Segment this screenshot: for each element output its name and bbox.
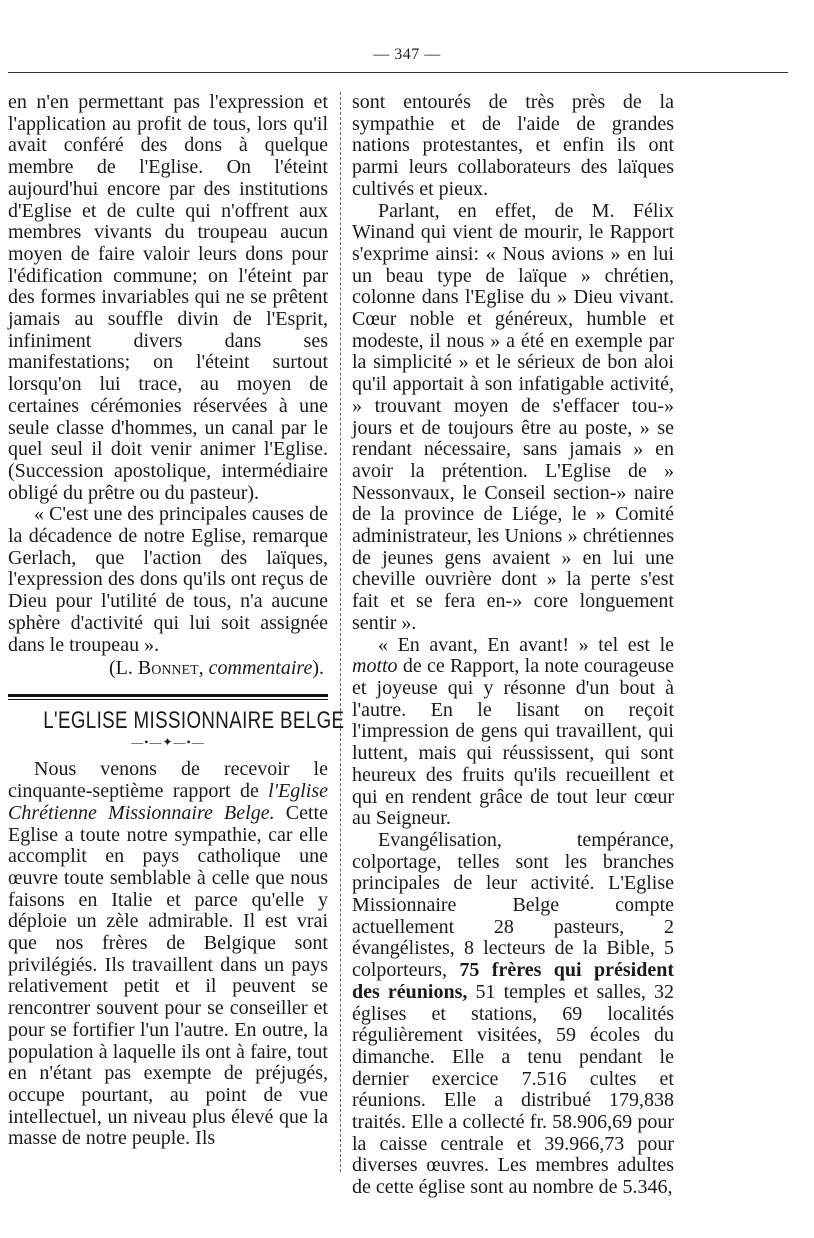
left-paragraph-3: [8, 759, 328, 1150]
header-rule: [8, 72, 788, 73]
right-paragraph-4: [352, 830, 674, 1199]
p4-rest: 51 temples et salles, 32 églises et stations, 69 localités régulièrement visitées, 59 écoles du dimanche. Elle a tenu pendant le dernier exercice 7.516 cultes et réunions. Elle a distribué 179,838 traités. Elle a collecté fr. 58.906,69 pour la caisse centrale et 39.966,73 pour diverses œuvres. Les membres adultes de cette église sont au nombre de 5.346,: [352, 980, 674, 1199]
p3-right-lead: « En avant, En avant! » tel est le: [378, 633, 674, 656]
left-paragraph-1: en n'en permettant pas l'expression et l'application au profit de tous, lors qu'il avait conféré des dons à quelque membre de l'Eglise. On l'éteint aujourd'hui encore par des institutions d'Eglise et de culte qui n'offrent aux membres vivants du troupeau aucun moyen de faire valoir leurs dons pour l'édification commune; on l'éteint par des formes invariables qui ne se prêtent jamais au souffle divin de l'Esprit, infiniment divers dans ses manifestations; on l'éteint surtout lorsqu'on lui trace, au moyen de certaines cérémonies réservées à une seule classe d'hommes, un canal par le quel seul il doit venir animer l'Eglise. (Succession apostolique, intermédiaire obligé du prêtre ou du pasteur).: [8, 91, 328, 504]
attribution-author: Bonnet: [137, 657, 199, 680]
right-column: [352, 92, 674, 1199]
attribution-work: commentaire: [208, 657, 313, 680]
page-number: — 347 —: [373, 46, 441, 63]
heading-ornament: —•—✦—•—: [131, 734, 205, 749]
p3-lead: Nous venons de recevoir le cinquante-septième rapport de: [8, 758, 328, 803]
section-heading: L'EGLISE MISSIONNAIRE BELGE: [43, 706, 345, 734]
right-paragraph-1: sont entourés de très près de la sympathie et de l'aide de grandes nations protestantes, et enfin ils ont parmi leurs collaborateurs des laïques cultivés et pieux.: [352, 91, 674, 200]
left-paragraph-2: « C'est une des principales causes de la décadence de notre Eglise, remarque Gerlach, que l'action des laïques, l'expression des dons qu'ils ont reçus de Dieu pour l'utilité de tous, n'a aucune sphère d'activité qui lui soit assignée dans le troupeau ».: [8, 503, 328, 656]
attribution-open: (L.: [108, 657, 138, 680]
motto-word: motto: [352, 655, 398, 678]
p3-rest: Cette Eglise a toute notre sympathie, car elle accomplit en pays catholique une œuvre toute semblable à celle que nous faisons en Italie et parce qu'elle y déploie un zèle admirable. Il est vrai que nos frères de Belgique sont privilégiés. Ils travaillent dans un pays relativement petit et il peuvent se rencontrer souvent pour se conseiller et pour se fortifier l'un l'autre. En outre, la population à laquelle ils ont à faire, tout en n'étant pas exempte de préjugés, occupe pourtant, au point de vue intellectuel, un niveau plus élevé que la masse de notre peuple. Ils: [8, 801, 328, 1150]
section-rule-thin: [8, 699, 328, 700]
section-rule-thick: [8, 694, 328, 697]
attribution-separator: ,: [198, 657, 209, 680]
report-title: l'Eglise Chrétienne Missionnaire Belge.: [8, 780, 328, 824]
attribution-close: ).: [312, 657, 324, 680]
left-column: [8, 91, 345, 1150]
p4-bold: 75 frères qui président des réunions,: [352, 959, 674, 1003]
p3-right-rest: de ce Rapport, la note courageuse et joyeuse qui y résonne d'un bout à l'autre. En le lisant on reçoit l'impression de gens qui travaillent, qui luttent, mais qui réussissent, qui sont heureux des fruits qu'ils recueillent et qui en rendent grâce de tout leur cœur au Seigneur.: [352, 655, 674, 830]
attribution: [8, 658, 328, 680]
right-paragraph-3: [352, 635, 674, 830]
right-paragraph-2: Parlant, en effet, de M. Félix Winand qui vient de mourir, le Rapport s'exprime ainsi: « Nous avions » en lui un beau type de laïque » chrétien, colonne dans l'Eglise du » Dieu vivant. Cœur noble et généreux, humble et modeste, il nous » a été en exemple par la simplicité » et le sérieux de bon aloi qu'il apportait à son infatigable activité, » trouvant moyen de s'effacer tou-» jours et de toujours être au poste, » se rendant nécessaire, sans jamais » en avoir la prétention. L'Eglise de » Nessonvaux, le Conseil section-» naire de la province de Liége, le » Comité administrateur, les Unions » chrétiennes de jeunes gens avaient » en lui une cheville ouvrière dont » la perte s'est fait et se fera en-» core longuement sentir ».: [352, 199, 674, 634]
column-divider: [340, 92, 341, 1172]
p4-lead: Evangélisation, tempérance, colportage, telles sont les branches principales de leur activité. L'Eglise Missionnaire Belge compte actuellement 28 pasteurs, 2 évangélistes, 8 lecteurs de la Bible, 5 colporteurs,: [352, 828, 674, 982]
